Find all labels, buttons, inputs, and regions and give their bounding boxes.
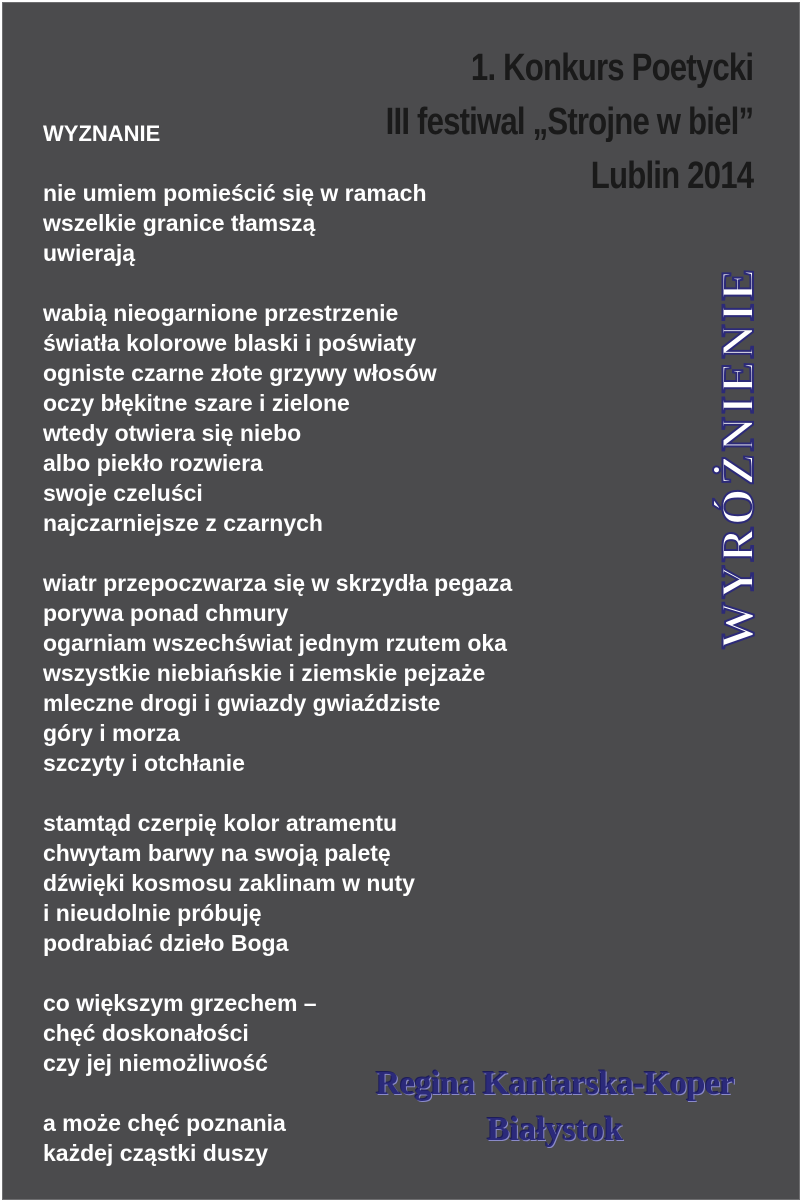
poem-line: dźwięki kosmosu zaklinam w nuty xyxy=(43,870,415,896)
poem-line: wtedy otwiera się niebo xyxy=(43,420,302,446)
poem-line: co większym grzechem – xyxy=(43,990,317,1016)
location-year: Lublin 2014 xyxy=(590,155,753,197)
poem-line: góry i morza xyxy=(43,720,180,746)
poem-line: ogniste czarne złote grzywy włosów xyxy=(43,360,437,386)
poem-line: swoje czeluści xyxy=(43,480,203,506)
contest-title: 1. Konkurs Poetycki xyxy=(470,47,753,89)
poem-line: chęć doskonałości xyxy=(43,1020,249,1046)
poem-line: podrabiać dzieło Boga xyxy=(43,930,289,956)
poem-line: a może chęć poznania xyxy=(43,1110,286,1136)
poem-line: wszystkie niebiańskie i ziemskie pejzaże xyxy=(43,660,486,686)
stanza xyxy=(43,568,512,778)
award-label: WYRÓŻNIENIE xyxy=(712,266,764,650)
poem-line: oczy błękitne szare i zielone xyxy=(43,390,350,416)
poem-line: szczyty i otchłanie xyxy=(43,750,245,776)
poem-line: albo piekło rozwiera xyxy=(43,450,263,476)
poem-line: porywa ponad chmury xyxy=(43,600,289,626)
poem-line: ogarniam wszechświat jednym rzutem oka xyxy=(43,630,507,656)
poem-line: każdej cząstki duszy xyxy=(43,1140,268,1166)
poem-card xyxy=(2,2,800,1200)
poem-line: i nieudolnie próbuję xyxy=(43,900,262,926)
poem-line: uwierają xyxy=(43,240,136,266)
author-signature xyxy=(355,1061,755,1153)
poem-line: wszelkie granice tłamszą xyxy=(43,210,316,236)
poem-line: mleczne drogi i gwiazdy gwiaździste xyxy=(43,690,441,716)
poem-line: stamtąd czerpię kolor atramentu xyxy=(43,810,398,836)
poem-line: wabią nieogarnione przestrzenie xyxy=(43,300,399,326)
poem-line: światła kolorowe blaski i poświaty xyxy=(43,330,417,356)
stanza xyxy=(43,178,512,268)
poem-line: wiatr przepoczwarza się w skrzydła pegaza xyxy=(43,570,513,596)
author-name: Regina Kantarska-Koper xyxy=(375,1065,735,1102)
poem-line: czy jej niemożliwość xyxy=(43,1050,268,1076)
stanza xyxy=(43,298,512,538)
poem-title: WYZNANIE xyxy=(43,121,161,146)
festival-title: III festiwal „Strojne w biel” xyxy=(385,101,753,143)
author-city: Białystok xyxy=(486,1111,624,1148)
poem-line: nie umiem pomieścić się w ramach xyxy=(43,180,427,206)
stanza xyxy=(43,808,512,958)
poem-line: najczarniejsze z czarnych xyxy=(43,510,323,536)
poem-line: chwytam barwy na swoją paletę xyxy=(43,840,391,866)
poem-body xyxy=(43,178,512,1168)
